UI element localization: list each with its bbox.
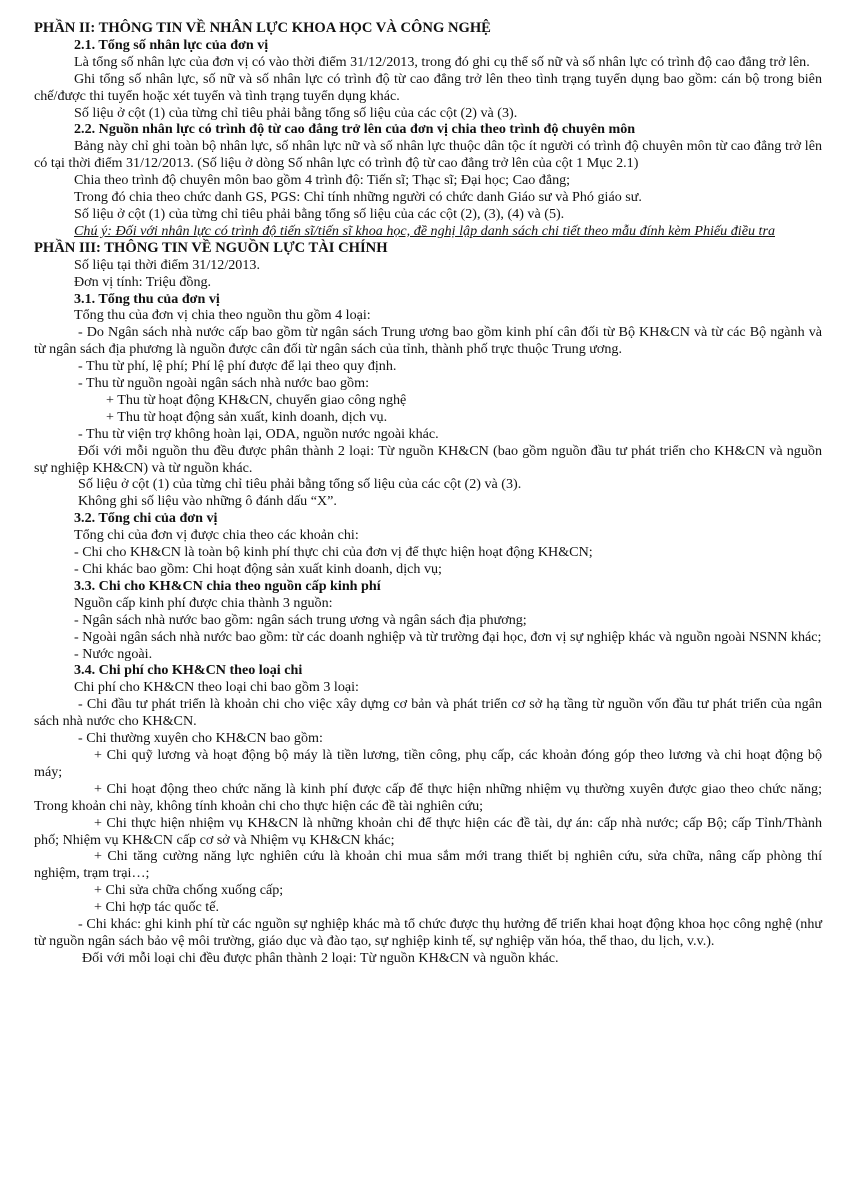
- section-2-2-para-1: Bảng này chỉ ghi toàn bộ nhân lực, số nhân lực nữ và số nhân lực thuộc dân tộc ít người có trình độ chuyên môn từ cao đẳng trở lên có tại thời điểm 31/12/2013. (Số liệu ở dòng Số nhân lực có trình độ từ cao đẳng trở lên của cột 1 Mục 2.1): [34, 138, 822, 172]
- section-2-1-para-1: Là tổng số nhân lực của đơn vị có vào thời điểm 31/12/2013, trong đó ghi cụ thể số nữ và số nhân lực có trình độ cao đẳng trở lên.: [74, 53, 810, 70]
- section-3-3-bullet-3: - Nước ngoài.: [74, 645, 153, 662]
- section-3-1-title: 3.1. Tổng thu của đơn vị: [74, 290, 220, 307]
- section-3-3-intro: Nguồn cấp kinh phí được chia thành 3 nguồn:: [74, 594, 333, 611]
- section-2-1-para-3: Số liệu ở cột (1) của từng chỉ tiêu phải bằng tổng số liệu của các cột (2) và (3).: [74, 104, 518, 121]
- section-3-4-bullet-2: - Chi thường xuyên cho KH&CN bao gồm:: [78, 730, 323, 747]
- section-3-3-bullet-1: - Ngân sách nhà nước bao gồm: ngân sách trung ương và ngân sách địa phương;: [74, 611, 527, 628]
- section-3-1-para-1: Đối với mỗi nguồn thu đều được phân thành 2 loại: Từ nguồn KH&CN (bao gồm nguồn đầu tư phát triển cho KH&CN và nguồn sự nghiệp KH&CN) và từ nguồn khác.: [34, 442, 822, 476]
- part3-date: Số liệu tại thời điểm 31/12/2013.: [74, 256, 260, 273]
- section-3-3-bullet-2: - Ngoài ngân sách nhà nước bao gồm: từ các doanh nghiệp và từ trường đại học, đơn vị sự nghiệp khác và nguồn ngoài NSNN khác;: [74, 628, 822, 645]
- section-3-2-title: 3.2. Tổng chi của đơn vị: [74, 510, 218, 527]
- section-2-1-title: 2.1. Tổng số nhân lực của đơn vị: [74, 36, 269, 53]
- section-3-3-title: 3.3. Chi cho KH&CN chia theo nguồn cấp kinh phí: [74, 577, 381, 594]
- section-2-2-para-2: Chia theo trình độ chuyên môn bao gồm 4 trình độ: Tiến sĩ; Thạc sĩ; Đại học; Cao đẳng;: [74, 172, 571, 189]
- section-3-4-bullet-3: - Chi khác: ghi kinh phí từ các nguồn sự nghiệp khác mà tổ chức được thụ hưởng để triển khai hoạt động khoa học công nghệ (như từ nguồn ngân sách bảo vệ môi trường, giáo dục và đào tạo, sự nghiệp kinh tế, sự nghiệp văn hóa, thể thao, du lịch, v.v.).: [34, 916, 822, 949]
- section-3-4-bullet-2b: + Chi hoạt động theo chức năng là kinh phí được cấp để thực hiện những nhiệm vụ thường xuyên được giao theo chức năng; Trong khoản chi này, không tính khoản chi cho thực hiện các đề tài nghiên cứu;: [34, 780, 822, 814]
- section-3-4-bullet-2e: + Chi sửa chữa chống xuống cấp;: [94, 882, 284, 899]
- section-3-1-bullet-3a: + Thu từ hoạt động KH&CN, chuyển giao công nghệ: [106, 391, 407, 408]
- part3-unit: Đơn vị tính: Triệu đồng.: [74, 273, 212, 290]
- section-3-1-bullet-3b: + Thu từ hoạt động sản xuất, kinh doanh, dịch vụ.: [106, 408, 388, 425]
- section-3-4-title: 3.4. Chi phí cho KH&CN theo loại chi: [74, 662, 303, 679]
- section-2-2-para-3: Trong đó chia theo chức danh GS, PGS: Chỉ tính những người có chức danh Giáo sư và Phó giáo sư.: [74, 189, 642, 206]
- section-3-4-bullet-1: - Chi đầu tư phát triển là khoản chi cho việc xây dựng cơ bản và phát triển cơ sở hạ tầng từ nguồn vốn đầu tư phát triển của ngân sách nhà nước cho KH&CN.: [34, 696, 822, 730]
- section-3-2-bullet-2: - Chi khác bao gồm: Chi hoạt động sản xuất kinh doanh, dịch vụ;: [74, 561, 442, 577]
- section-3-1-para-3: Không ghi số liệu vào những ô đánh dấu “X”.: [78, 493, 337, 510]
- section-3-1-bullet-3: - Thu từ nguồn ngoài ngân sách nhà nước bao gồm:: [78, 375, 369, 392]
- section-2-2-note: Chú ý: Đối với nhân lực có trình độ tiến sĩ/tiến sĩ khoa học, đề nghị lập danh sách chi tiết theo mẫu đính kèm Phiếu điều tra: [74, 222, 775, 239]
- section-3-4-intro: Chi phí cho KH&CN theo loại chi bao gồm 3 loại:: [74, 679, 359, 696]
- section-3-4-para-1: Đối với mỗi loại chi đều được phân thành 2 loại: Từ nguồn KH&CN và nguồn khác.: [82, 949, 559, 966]
- section-3-4-bullet-2f: + Chi hợp tác quốc tế.: [94, 899, 219, 916]
- section-3-1-bullet-2: - Thu từ phí, lệ phí; Phí lệ phí được để lại theo quy định.: [78, 358, 397, 375]
- section-3-1-bullet-4: - Thu từ viện trợ không hoàn lại, ODA, nguồn nước ngoài khác.: [78, 425, 439, 442]
- part3-title: PHẦN III: THÔNG TIN VỀ NGUỒN LỰC TÀI CHÍNH: [34, 239, 388, 256]
- section-3-1-bullet-1: - Do Ngân sách nhà nước cấp bao gồm từ ngân sách Trung ương bao gồm kinh phí cân đối từ Bộ KH&CN và từ các Bộ ngành và từ ngân sách địa phương là nguồn được cân đối từ ngân sách của tỉnh, thành phố trực thuộc Trung ương.: [34, 324, 822, 358]
- section-2-2-title: 2.2. Nguồn nhân lực có trình độ từ cao đẳng trở lên của đơn vị chia theo trình độ chuyên môn: [74, 121, 636, 138]
- section-3-4-bullet-2d: + Chi tăng cường năng lực nghiên cứu là khoản chi mua sắm mới trang thiết bị nghiên cứu, sửa chữa, nâng cấp phòng thí nghiệm, trạm trại…;: [34, 848, 822, 882]
- section-3-4-bullet-2a: + Chi quỹ lương và hoạt động bộ máy là tiền lương, tiền công, phụ cấp, các khoản đóng góp theo lương và chi hoạt động bộ máy;: [34, 746, 822, 780]
- section-3-4-bullet-2c: + Chi thực hiện nhiệm vụ KH&CN là những khoản chi để thực hiện các đề tài, dự án: cấp nhà nước; cấp Bộ; cấp Tỉnh/Thành phố; Nhiệm vụ KH&CN cấp cơ sở và Nhiệm vụ KH&CN khác;: [34, 814, 822, 848]
- section-3-2-bullet-1: - Chi cho KH&CN là toàn bộ kinh phí thực chi của đơn vị để thực hiện hoạt động KH&CN;: [74, 544, 593, 561]
- section-3-1-para-2: Số liệu ở cột (1) của từng chỉ tiêu phải bằng tổng số liệu của các cột (2) và (3).: [78, 476, 522, 493]
- section-2-2-para-4: Số liệu ở cột (1) của từng chỉ tiêu phải bằng tổng số liệu của các cột (2), (3), (4) và (5).: [74, 205, 565, 222]
- section-3-2-intro: Tổng chi của đơn vị được chia theo các khoản chi:: [74, 527, 359, 544]
- part2-title: PHẦN II: THÔNG TIN VỀ NHÂN LỰC KHOA HỌC VÀ CÔNG NGHỆ: [34, 20, 491, 36]
- section-3-1-intro: Tổng thu của đơn vị chia theo nguồn thu gồm 4 loại:: [74, 307, 371, 324]
- section-2-1-para-2: Ghi tổng số nhân lực, số nữ và số nhân lực có trình độ từ cao đẳng trở lên theo tình trạng tuyển dụng bao gồm: cán bộ trong biên chế/được thi tuyển hoặc xét tuyển và tình trạng tuyển dụng khác.: [34, 70, 822, 104]
